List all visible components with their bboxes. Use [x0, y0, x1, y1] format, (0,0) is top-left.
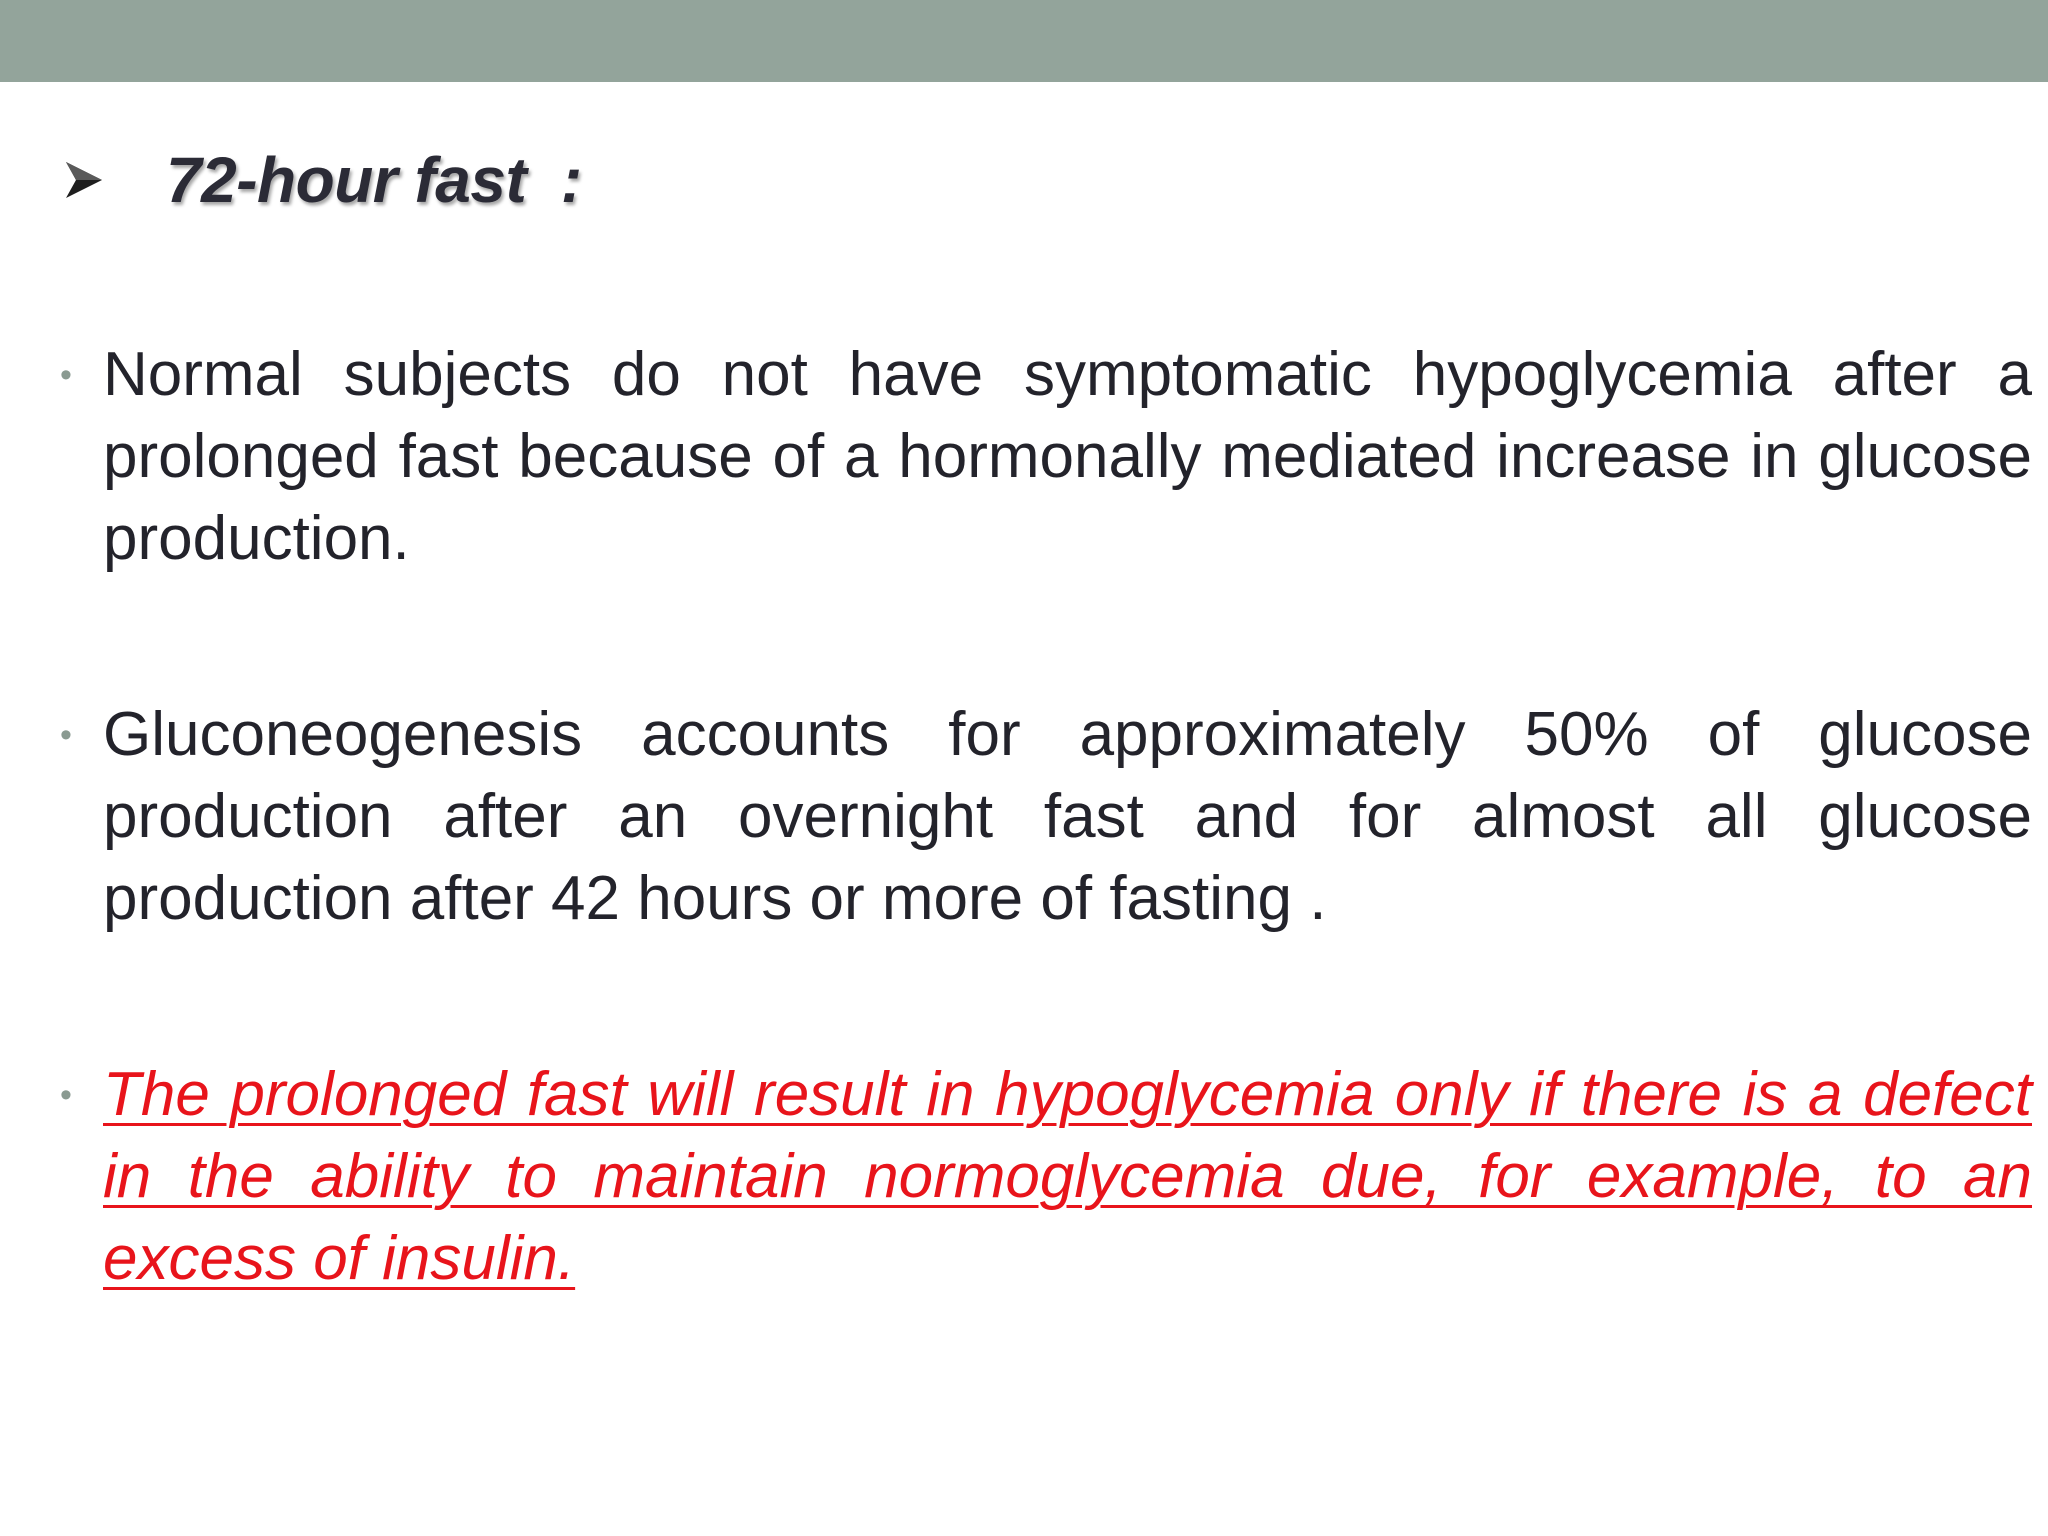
slide-heading [64, 140, 582, 220]
bullet-text: Normal subjects do not have symptomatic hypoglycemia after a prolonged fast because of a hormonally mediated increase in glucose production. [103, 340, 2032, 573]
heading-text: 72-hour fast : [166, 144, 582, 216]
bullet-text-emphasized: The prolonged fast will result in hypoglycemia only if there is a defect in the ability to maintain normoglycemia due, for example, to an excess of insulin. [103, 1060, 2032, 1293]
bullet-text: Gluconeogenesis accounts for approximately 50% of glucose production after an overnight fast and for almost all glucose production after 42 hours or more of fasting . [103, 700, 2032, 933]
bullet-dot: • [60, 716, 72, 754]
bullet-dot: • [60, 356, 72, 394]
bullet-dot: • [60, 1076, 72, 1114]
slide-header-band [0, 0, 2048, 82]
arrowhead-bullet-icon [64, 158, 104, 202]
